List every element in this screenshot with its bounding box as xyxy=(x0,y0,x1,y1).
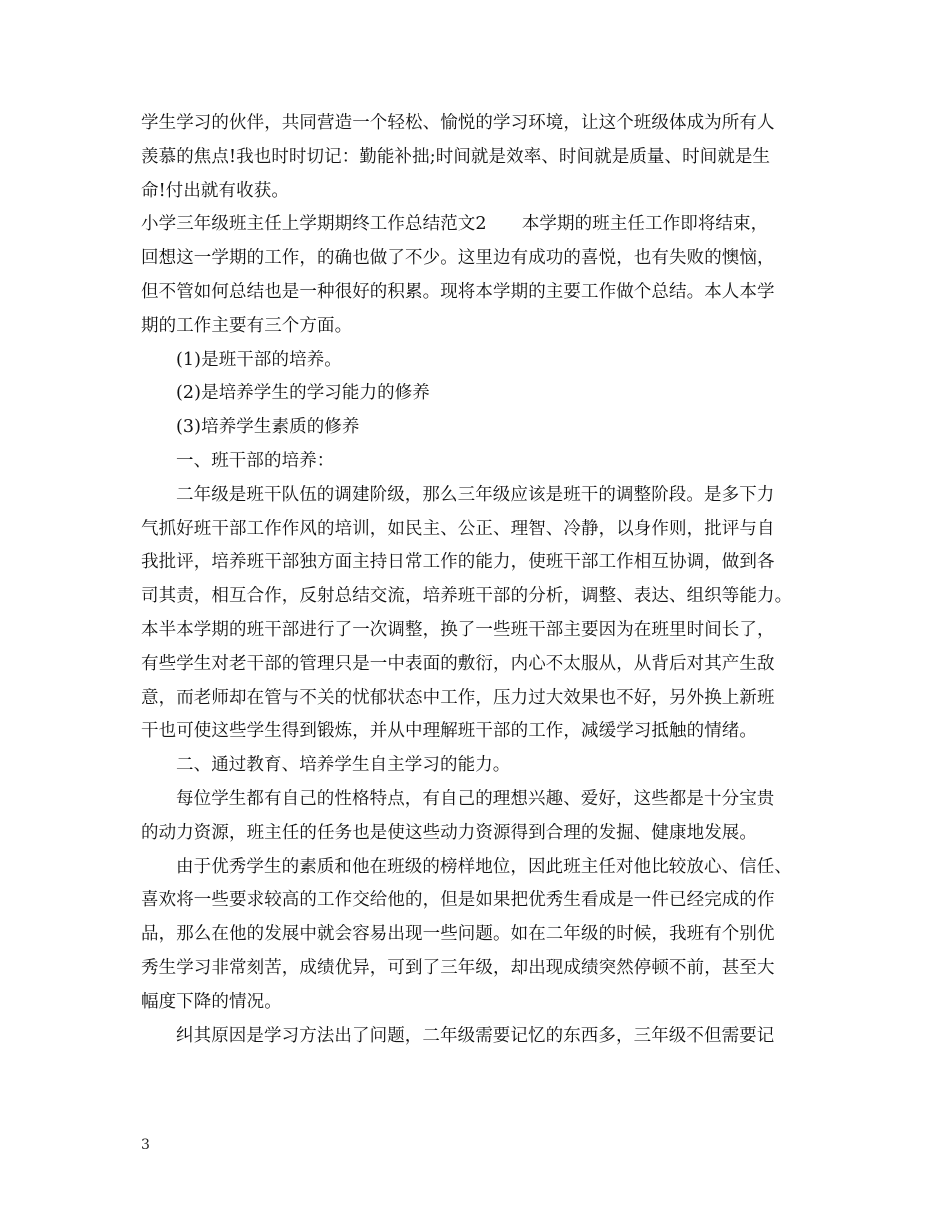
text-line: 期的工作主要有三个方面。 xyxy=(141,315,353,336)
page-number: 3 xyxy=(141,1137,150,1153)
text-line: 本半本学期的班干部进行了一次调整，换了一些班干部主要因为在班里时间长了， xyxy=(141,619,775,640)
text-line: 二年级是班干队伍的调建阶级，那么三年级应该是班干的调整阶段。是多下力 xyxy=(176,484,775,505)
text-line: 每位学生都有自己的性格特点，有自己的理想兴趣、爱好，这些都是十分宝贵 xyxy=(176,788,775,809)
text-line: 命!付出就有收获。 xyxy=(141,180,289,201)
text-line: 由于优秀学生的素质和他在班级的榜样地位，因此班主任对他比较放心、信任、 xyxy=(176,856,792,877)
text-line: 回想这一学期的工作，的确也做了不少。这里边有成功的喜悦，也有失败的懊恼， xyxy=(141,248,775,269)
text-line: (3)培养学生素质的修养 xyxy=(176,417,360,438)
text-line: 一、班干部的培养： xyxy=(176,450,335,471)
text-line: 有些学生对老干部的管理只是一中表面的敷衍，内心不太服从，从背后对其产生敌 xyxy=(141,653,775,674)
document-body xyxy=(141,107,841,1053)
text-line: 学生学习的伙伴，共同营造一个轻松、愉悦的学习环境，让这个班级体成为所有人 xyxy=(141,113,775,133)
text-line: 品，那么在他的发展中就会容易出现一些问题。如在二年级的时候，我班有个别优 xyxy=(141,924,775,945)
text-line: 意，而老师却在管与不关的忧郁状态中工作，压力过大效果也不好，另外换上新班 xyxy=(141,687,775,708)
text-line: 气抓好班干部工作作风的培训，如民主、公正、理智、冷静，以身作则，批评与自 xyxy=(141,518,775,539)
text-line: 我批评，培养班干部独方面主持日常工作的能力，使班干部工作相互协调，做到各 xyxy=(141,552,775,573)
text-line: 司其责，相互合作，反射总结交流，培养班干部的分析，调整、表达、组织等能力。 xyxy=(141,586,793,607)
text-line: 纠其原因是学习方法出了问题，二年级需要记忆的东西多，三年级不但需要记 xyxy=(176,1025,775,1046)
text-line: 二、通过教育、培养学生自主学习的能力。 xyxy=(176,755,511,776)
text-line: 羡慕的焦点!我也时时切记：勤能补拙;时间就是效率、时间就是质量、时间就是生 xyxy=(141,146,771,167)
text-line: (2)是培养学生的学习能力的修养 xyxy=(176,383,430,404)
text-line: 喜欢将一些要求较高的工作交给他的，但是如果把优秀生看成是一件已经完成的作 xyxy=(141,890,775,911)
text-line: 但不管如何总结也是一种很好的积累。现将本学期的主要工作做个总结。本人本学 xyxy=(141,281,775,302)
text-line: 干也可使这些学生得到锻炼，并从中理解班干部的工作，减缓学习抵触的情绪。 xyxy=(141,721,757,742)
text-line: 秀生学习非常刻苦，成绩优异，可到了三年级，却出现成绩突然停顿不前，甚至大 xyxy=(141,957,775,978)
text-line: 小学三年级班主任上学期期终工作总结范文2 本学期的班主任工作即将结束， xyxy=(141,214,769,235)
text-line: 的动力资源，班主任的任务也是使这些动力资源得到合理的发掘、健康地发展。 xyxy=(141,822,757,843)
text-line: (1)是班干部的培养。 xyxy=(176,349,342,370)
text-line: 幅度下降的情况。 xyxy=(141,991,282,1012)
